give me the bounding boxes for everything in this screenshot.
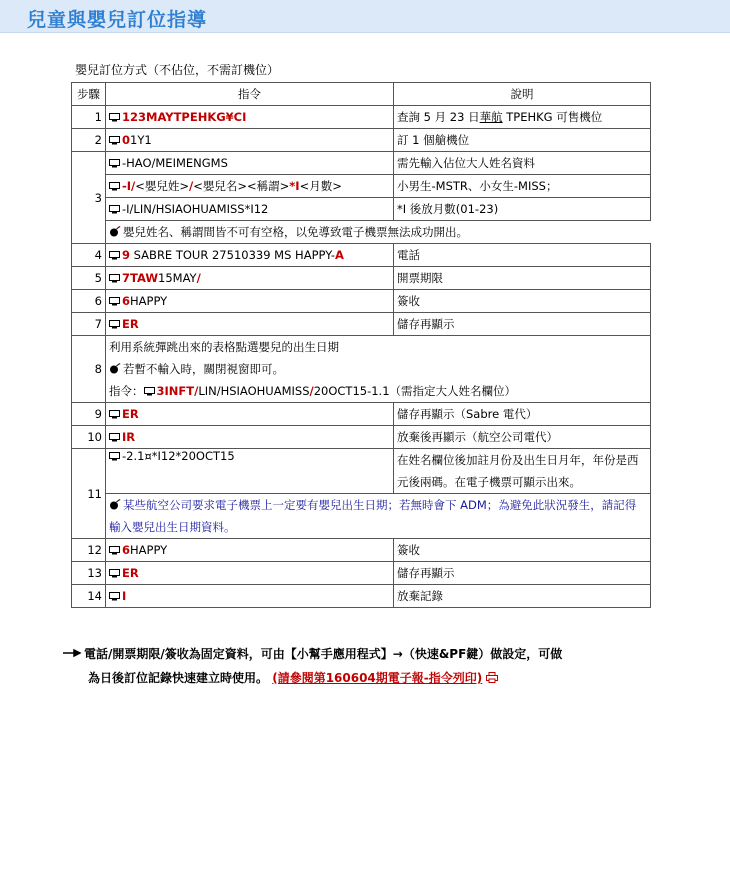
command-text: 6 — [122, 294, 131, 308]
step-number: 4 — [72, 244, 106, 267]
command-text: IR — [122, 430, 136, 444]
computer-terminal-icon — [109, 205, 120, 214]
command-text: 3INFT/ — [156, 384, 199, 398]
desc-airline: 華航 — [479, 110, 503, 124]
computer-terminal-icon — [109, 592, 120, 601]
step-number: 9 — [72, 403, 106, 426]
table-row — [72, 585, 651, 608]
command-cell — [106, 562, 394, 585]
step-number: 11 — [72, 449, 106, 539]
table-row — [72, 129, 651, 152]
command-cell — [106, 244, 394, 267]
command-text: <嬰兒名><稱謂> — [193, 179, 290, 193]
bomb-icon — [109, 226, 121, 237]
command-text: / — [196, 271, 201, 285]
computer-terminal-icon — [109, 546, 120, 555]
command-text: <月數> — [299, 179, 342, 193]
command-text: ER — [122, 317, 139, 331]
command-cell — [106, 380, 651, 403]
computer-terminal-icon — [109, 274, 120, 283]
step-number: 10 — [72, 426, 106, 449]
command-cell — [106, 449, 394, 494]
description-cell: 放棄記錄 — [394, 585, 651, 608]
command-text: 9 — [122, 248, 131, 262]
command-cell — [106, 313, 394, 336]
command-text: -I/LIN/HSIAOHUAMISS*I12 — [122, 202, 269, 216]
command-cell — [106, 267, 394, 290]
description-cell: 開票期限 — [394, 267, 651, 290]
table-row — [72, 313, 651, 336]
step-number: 6 — [72, 290, 106, 313]
header-step: 步驟 — [72, 83, 106, 106]
computer-terminal-icon — [109, 452, 120, 461]
desc-text: TPEHKG 可售機位 — [502, 110, 603, 124]
table-row — [72, 267, 651, 290]
computer-terminal-icon — [109, 297, 120, 306]
table-row — [72, 494, 651, 539]
command-text: 15MAY — [158, 271, 197, 285]
computer-terminal-icon — [109, 136, 120, 145]
step-number: 5 — [72, 267, 106, 290]
command-text: ER — [122, 407, 139, 421]
command-text: LIN/HSIAOHUAMISS — [198, 384, 310, 398]
table-header-row — [72, 83, 651, 106]
step-number: 3 — [72, 152, 106, 244]
header-bar — [0, 0, 730, 33]
step-number: 8 — [72, 336, 106, 403]
footer-line-2 — [62, 666, 662, 690]
step-number: 7 — [72, 313, 106, 336]
command-cell — [106, 290, 394, 313]
table-row — [72, 336, 651, 359]
description-cell: 儲存再顯示 — [394, 562, 651, 585]
computer-terminal-icon — [109, 410, 120, 419]
command-cell — [106, 129, 394, 152]
note-text: 某些航空公司要求電子機票上一定要有嬰兒出生日期；若無時會下 ADM；為避免此狀況發生，請記得輸入嬰兒出生日期資料。 — [109, 498, 637, 534]
table-row — [72, 358, 651, 380]
note-text: 嬰兒姓名、稱謂間皆不可有空格，以免導致電子機票無法成功開出。 — [123, 225, 468, 239]
command-text: -I/ — [122, 179, 136, 193]
note-cell — [106, 358, 651, 380]
computer-terminal-icon — [109, 182, 120, 191]
command-hint: （需指定大人姓名欄位） — [389, 384, 517, 398]
computer-terminal-icon — [109, 320, 120, 329]
description-cell: 小男生-MSTR、小女生-MISS； — [394, 175, 651, 198]
description-cell: 儲存再顯示 — [394, 313, 651, 336]
computer-terminal-icon — [144, 387, 155, 396]
table-row — [72, 290, 651, 313]
description-cell: 需先輸入佔位大人姓名資料 — [394, 152, 651, 175]
footer-text: 電話/開票期限/簽收為固定資料，可由【小幫手應用程式】→（快速&PF鍵）做設定，可做 — [84, 647, 563, 661]
description-cell: 放棄後再顯示（航空公司電代） — [394, 426, 651, 449]
computer-terminal-icon — [109, 433, 120, 442]
desc-text: 查詢 5 月 23 日 — [397, 110, 480, 124]
command-text: 1Y1 — [130, 133, 152, 147]
table-row — [72, 244, 651, 267]
step-number: 1 — [72, 106, 106, 129]
command-text: ER — [122, 566, 139, 580]
command-text: 7TAW — [122, 271, 159, 285]
step-number: 2 — [72, 129, 106, 152]
description-cell: 在姓名欄位後加註月份及出生日月年，年份是西元後兩碼。在電子機票可顯示出來。 — [394, 449, 651, 494]
command-text: *I — [289, 179, 300, 193]
note-text: 若暫不輸入時，關閉視窗即可。 — [123, 362, 284, 376]
table-row — [72, 380, 651, 403]
command-text: -HAO/MEIMENGMS — [122, 156, 228, 170]
command-text: / — [189, 179, 194, 193]
command-text: HAPPY — [130, 294, 168, 308]
table-row — [72, 449, 651, 494]
newsletter-link[interactable]: (請參閱第160604期電子報-指令列印) — [272, 671, 483, 685]
command-cell — [106, 152, 394, 175]
computer-terminal-icon — [109, 113, 120, 122]
table-row — [72, 539, 651, 562]
step-number: 13 — [72, 562, 106, 585]
command-text: -2.1¤*I12*20OCT15 — [122, 449, 235, 463]
description-cell — [394, 106, 651, 129]
instruction-line: 利用系統彈跳出來的表格點選嬰兒的出生日期 — [106, 336, 651, 359]
footer-text: 為日後訂位記錄快速建立時使用。 — [88, 671, 269, 685]
footer-line-1 — [62, 642, 662, 666]
computer-terminal-icon — [109, 569, 120, 578]
command-text: / — [309, 384, 314, 398]
description-cell: 儲存再顯示（Sabre 電代） — [394, 403, 651, 426]
step-number: 12 — [72, 539, 106, 562]
command-cell — [106, 426, 394, 449]
footer-note — [62, 642, 662, 690]
table-row — [72, 426, 651, 449]
description-cell: *I 後放月數(01-23) — [394, 198, 651, 221]
table-row — [72, 221, 651, 244]
print-icon[interactable] — [486, 672, 498, 683]
command-cell — [106, 198, 394, 221]
table-row — [72, 106, 651, 129]
table-row — [72, 403, 651, 426]
description-cell: 簽收 — [394, 290, 651, 313]
command-text: SABRE TOUR 27510339 MS HAPPY- — [130, 248, 335, 262]
command-text: 123MAYTPEHKG¥CI — [122, 110, 247, 124]
instruction-table — [71, 82, 651, 608]
table-row — [72, 562, 651, 585]
command-text: 6 — [122, 543, 131, 557]
pointing-hand-icon — [62, 648, 82, 658]
command-text: 20OCT15-1.1 — [313, 384, 390, 398]
computer-terminal-icon — [109, 159, 120, 168]
description-cell: 簽收 — [394, 539, 651, 562]
page-title: 兒童與嬰兒訂位指導 — [27, 9, 208, 31]
command-cell — [106, 539, 394, 562]
command-text: A — [335, 248, 344, 262]
subtitle: 嬰兒訂位方式（不佔位，不需訂機位） — [75, 63, 280, 77]
command-cell — [106, 585, 394, 608]
table-row — [72, 198, 651, 221]
command-text: 0 — [122, 133, 131, 147]
command-cell — [106, 403, 394, 426]
command-cell — [106, 106, 394, 129]
table-row — [72, 152, 651, 175]
description-cell: 訂 1 個艙機位 — [394, 129, 651, 152]
bomb-icon — [109, 363, 121, 374]
description-cell: 電話 — [394, 244, 651, 267]
command-cell — [106, 175, 394, 198]
header-command: 指令 — [106, 83, 394, 106]
note-cell — [106, 494, 651, 539]
command-label: 指令： — [109, 384, 144, 398]
command-text: <嬰兒姓> — [135, 179, 190, 193]
note-cell — [106, 221, 651, 244]
bomb-icon — [109, 499, 121, 510]
table-row — [72, 175, 651, 198]
step-number: 14 — [72, 585, 106, 608]
command-text: I — [122, 589, 127, 603]
computer-terminal-icon — [109, 251, 120, 260]
header-desc: 說明 — [394, 83, 651, 106]
command-text: HAPPY — [130, 543, 168, 557]
